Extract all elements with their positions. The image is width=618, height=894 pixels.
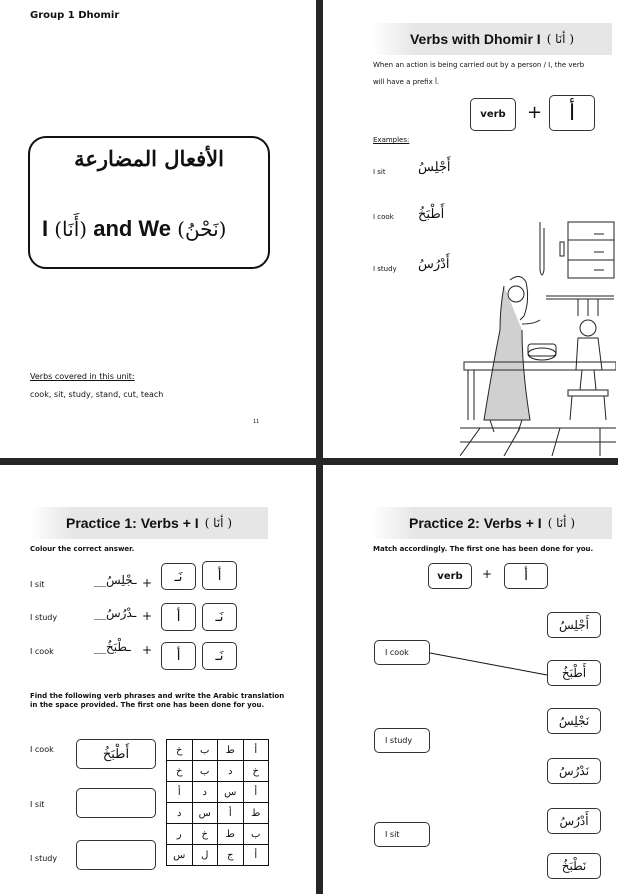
instruction-match: Match accordingly. The first one has been done for you. bbox=[373, 545, 594, 553]
instruction-colour: Colour the correct answer. bbox=[30, 545, 135, 553]
row-1-option-1[interactable]: نَـ bbox=[161, 563, 196, 590]
intro-text bbox=[373, 61, 613, 87]
word-search-cell[interactable]: ط bbox=[243, 803, 269, 824]
example-en-2: I cook bbox=[373, 213, 394, 221]
find-line-2: in the space provided. The first one has been done for you. bbox=[30, 700, 265, 709]
row-2-en: I study bbox=[30, 613, 58, 622]
word-search-cell[interactable]: خ bbox=[192, 824, 218, 845]
row-1-en: I sit bbox=[30, 580, 45, 589]
example-en-1: I sit bbox=[373, 168, 386, 176]
verb-box: verb bbox=[428, 563, 472, 589]
match-line-example bbox=[430, 650, 548, 680]
row-1-option-2[interactable]: أ bbox=[202, 561, 237, 590]
intro-line-2: will have a prefix أ. bbox=[373, 77, 440, 86]
page-number: 11 bbox=[253, 419, 260, 425]
row-3-en: I cook bbox=[30, 647, 54, 656]
row-1-plus: + bbox=[142, 576, 153, 590]
match-right-5[interactable]: أَدْرُسُ bbox=[547, 808, 601, 834]
word-search-cell[interactable]: د bbox=[192, 782, 218, 803]
word-search-row bbox=[167, 782, 269, 803]
prefix-alif-box: أ bbox=[549, 95, 595, 131]
prefix-alif-box: أ bbox=[504, 563, 548, 589]
example-ar-2: أَطْبَخُ bbox=[418, 207, 445, 222]
page-4-header bbox=[372, 507, 612, 539]
word-search-row bbox=[167, 824, 269, 845]
word-search-cell[interactable]: خ bbox=[167, 761, 193, 782]
row-2-ar: ـدْرُسُ__ bbox=[94, 606, 137, 620]
title-i: I bbox=[42, 216, 49, 241]
page-2-header bbox=[372, 23, 612, 55]
word-search-cell[interactable]: د bbox=[218, 761, 244, 782]
header-text: Practice 2: Verbs + I bbox=[408, 515, 542, 531]
unit-title-box bbox=[28, 136, 270, 269]
match-right-3[interactable]: نَجْلِسُ bbox=[547, 708, 601, 734]
word-search-row bbox=[167, 803, 269, 824]
word-search-cell[interactable]: د bbox=[167, 803, 193, 824]
row-3-option-1[interactable]: أ bbox=[161, 642, 196, 670]
word-search-cell[interactable]: س bbox=[218, 782, 244, 803]
row-2-option-1[interactable]: أ bbox=[161, 603, 196, 631]
horizontal-divider bbox=[0, 458, 618, 465]
header-ana: ( أنَا ) bbox=[204, 516, 233, 530]
header-ana: ( أنَا ) bbox=[547, 516, 576, 530]
title-and-we: and We bbox=[93, 216, 172, 241]
word-search-cell[interactable]: س bbox=[192, 803, 218, 824]
word-search-grid bbox=[166, 739, 269, 866]
header-text: Verbs with Dhomir I bbox=[409, 31, 541, 47]
header-text: Practice 1: Verbs + I bbox=[65, 515, 199, 531]
row-3-option-2[interactable]: نَـ bbox=[202, 642, 237, 670]
answer-2-en: I sit bbox=[30, 800, 45, 809]
word-search-cell[interactable]: ب bbox=[243, 824, 269, 845]
kitchen-illustration bbox=[460, 220, 616, 456]
word-search-row bbox=[167, 740, 269, 761]
verbs-covered-list: cook, sit, study, stand, cut, teach bbox=[30, 390, 164, 399]
row-3-ar: ـطْبَخُ__ bbox=[94, 640, 131, 654]
plus-sign: + bbox=[482, 567, 493, 581]
answer-1-field[interactable]: أَطْبَخُ bbox=[76, 739, 156, 769]
match-left-2[interactable]: I study bbox=[374, 728, 430, 753]
answer-3-en: I study bbox=[30, 854, 58, 863]
match-right-2[interactable]: أَطْبَخُ bbox=[547, 660, 601, 686]
word-search-cell[interactable]: ب bbox=[192, 761, 218, 782]
row-1-ar: ـجْلِسُ__ bbox=[94, 573, 137, 587]
verbs-covered-heading: Verbs covered in this unit: bbox=[30, 372, 135, 381]
match-right-1[interactable]: أَجْلِسُ bbox=[547, 612, 601, 638]
group-title: Group 1 Dhomir bbox=[30, 10, 120, 21]
word-search-cell[interactable]: أ bbox=[167, 782, 193, 803]
answer-1-en: I cook bbox=[30, 745, 54, 754]
unit-title-arabic: الأفعال المضارعة bbox=[74, 146, 224, 171]
answer-2-field[interactable] bbox=[76, 788, 156, 818]
word-search-cell[interactable]: أ bbox=[243, 845, 269, 866]
intro-line-1: When an action is being carried out by a person / I, the verb bbox=[373, 61, 585, 69]
examples-heading: Examples: bbox=[373, 136, 410, 144]
word-search-cell[interactable]: أ bbox=[218, 803, 244, 824]
row-2-plus: + bbox=[142, 609, 153, 623]
vertical-divider bbox=[316, 0, 323, 894]
word-search-cell[interactable]: ر bbox=[167, 824, 193, 845]
example-en-3: I study bbox=[373, 265, 397, 273]
match-left-1[interactable]: I cook bbox=[374, 640, 430, 665]
example-ar-3: أَدْرُسُ bbox=[418, 257, 450, 272]
row-3-plus: + bbox=[142, 643, 153, 657]
row-2-option-2[interactable]: نَـ bbox=[202, 603, 237, 631]
word-search-cell[interactable]: خ bbox=[167, 740, 193, 761]
unit-title-english bbox=[42, 216, 258, 242]
plus-sign: + bbox=[527, 102, 543, 123]
match-right-6[interactable]: نَطْبَخُ bbox=[547, 853, 601, 879]
word-search-row bbox=[167, 761, 269, 782]
word-search-cell[interactable]: ب bbox=[192, 740, 218, 761]
find-line-1: Find the following verb phrases and write the Arabic translation bbox=[30, 692, 285, 700]
header-ana: ( أنَا ) bbox=[546, 32, 575, 46]
word-search-cell[interactable]: خ bbox=[243, 761, 269, 782]
word-search-cell[interactable]: أ bbox=[243, 740, 269, 761]
example-ar-1: أَجْلِسُ bbox=[418, 160, 451, 175]
match-right-4[interactable]: نَدْرُسُ bbox=[547, 758, 601, 784]
word-search-cell[interactable]: س bbox=[167, 845, 193, 866]
match-left-3[interactable]: I sit bbox=[374, 822, 430, 847]
title-ana: (أَنَا) bbox=[54, 217, 88, 241]
word-search-cell[interactable]: أ bbox=[243, 782, 269, 803]
word-search-cell[interactable]: ط bbox=[218, 824, 244, 845]
page-3-header bbox=[30, 507, 268, 539]
word-search-cell[interactable]: ط bbox=[218, 740, 244, 761]
word-search-cell[interactable]: ل bbox=[192, 845, 218, 866]
verb-box: verb bbox=[470, 98, 516, 131]
answer-3-field[interactable] bbox=[76, 840, 156, 870]
title-nahnu: (نَحْنُ) bbox=[177, 217, 227, 241]
word-search-row bbox=[167, 845, 269, 866]
word-search-cell[interactable]: ج bbox=[218, 845, 244, 866]
find-instructions bbox=[30, 692, 290, 710]
